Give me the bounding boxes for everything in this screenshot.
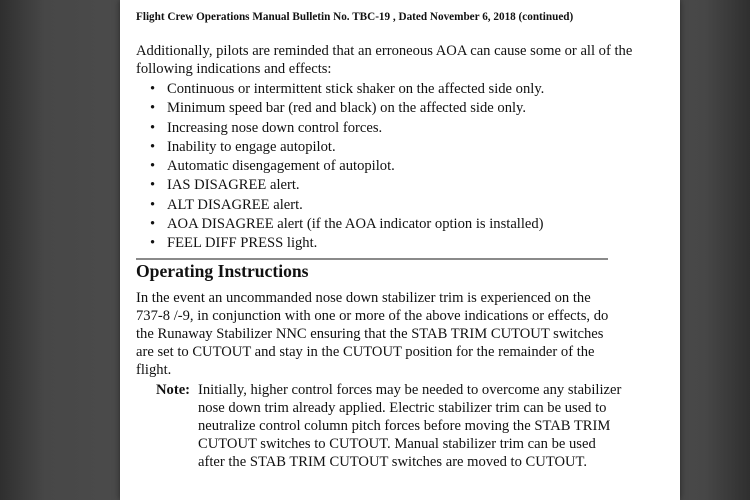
bullet-icon: • [150, 216, 156, 233]
instructions-paragraph: In the event an uncommanded nose down stabilizer trim is experienced on the 737-8 /-9, in conjunction with one or more of the above indications or effects, do the Runaway Stabilizer NNC ensuring that the STAB TRIM CUTOUT switches are set to CUTOUT and stay in the CUTOUT position for the remainder of the flight. [136, 290, 609, 378]
bullet-icon: • [150, 158, 156, 175]
document-page [120, 0, 680, 500]
list-item: • Minimum speed bar (red and black) on the affected side only. [150, 99, 544, 118]
list-item: • Increasing nose down control forces. [150, 119, 544, 138]
bullet-icon: • [150, 196, 156, 213]
list-item: • FEEL DIFF PRESS light. [150, 234, 544, 253]
note-text: Initially, higher control forces may be needed to overcome any stabilizer nose down trim already applied. Electric stabilizer trim can be used to neutralize control column pitch forces before moving the STAB TRIM CUTOUT switches to CUTOUT. Manual stabilizer trim can be used after the STAB TRIM CUTOUT switches are moved to CUTOUT. [198, 382, 622, 470]
bullet-icon: • [150, 235, 156, 252]
intro-paragraph: Additionally, pilots are reminded that an erroneous AOA can cause some or all of the following indications and effects: [136, 43, 633, 77]
list-item: • Automatic disengagement of autopilot. [150, 157, 544, 176]
bulletin-header: Flight Crew Operations Manual Bulletin No. TBC-19 , Dated November 6, 2018 (continued) [136, 11, 574, 23]
bullet-icon: • [150, 119, 156, 136]
note-block [156, 381, 626, 471]
note-label: Note: [156, 382, 191, 398]
list-item: • ALT DISAGREE alert. [150, 196, 544, 215]
indications-list [150, 80, 544, 254]
bullet-icon: • [150, 177, 156, 194]
bullet-icon: • [150, 81, 156, 97]
bullet-icon: • [150, 100, 156, 117]
list-item: • Continuous or intermittent stick shaker on the affected side only. [150, 80, 544, 99]
bullet-icon: • [150, 138, 156, 155]
list-item: • IAS DISAGREE alert. [150, 176, 544, 195]
section-divider [136, 258, 608, 260]
section-title: Operating Instructions [136, 261, 309, 281]
list-item: • AOA DISAGREE alert (if the AOA indicator option is installed) [150, 215, 544, 234]
list-item: • Inability to engage autopilot. [150, 138, 544, 157]
